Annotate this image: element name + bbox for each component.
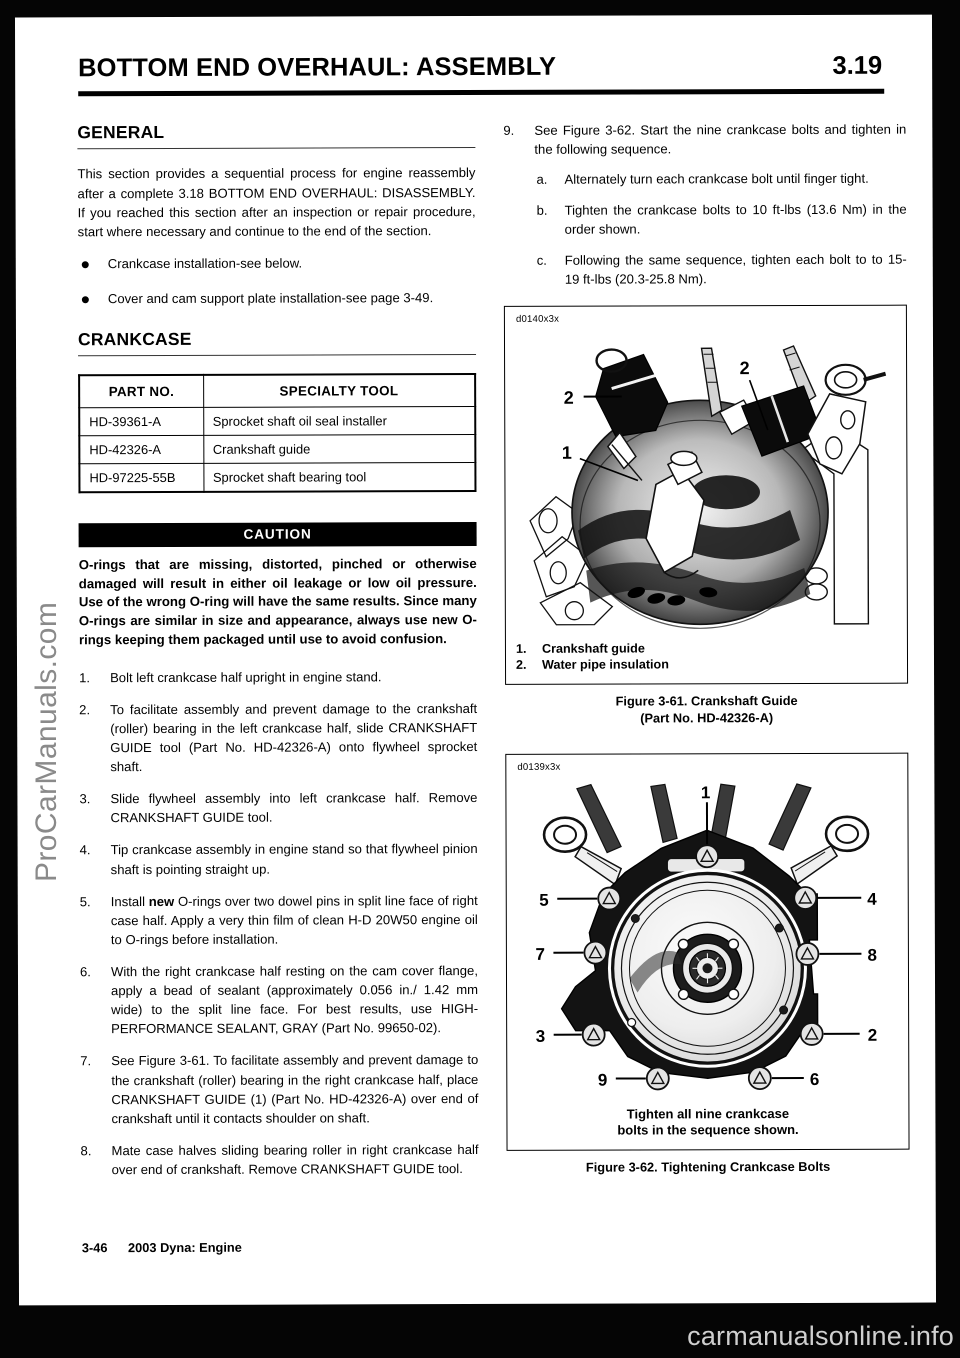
step-number: 6. bbox=[79, 964, 91, 980]
figure-3-62-code: d0139x3x bbox=[517, 761, 561, 773]
crankcase-heading: CRANKCASE bbox=[77, 328, 192, 349]
svg-text:2: 2 bbox=[563, 387, 574, 408]
crankcase-heading-rule bbox=[78, 354, 476, 357]
bolt-head-5 bbox=[598, 887, 620, 909]
substep-text: Tighten the crankcase bolts to 10 ft-lbs (13.6 Nm) in the order shown. bbox=[564, 201, 907, 237]
bolt-head-9 bbox=[647, 1067, 669, 1089]
svg-text:2: 2 bbox=[739, 357, 750, 378]
bolt-head-8 bbox=[796, 942, 818, 964]
figure-3-61-caption-line2: (Part No. HD-42326-A) bbox=[640, 709, 774, 726]
figure-3-61-box bbox=[504, 304, 908, 684]
svg-text:1: 1 bbox=[561, 442, 572, 463]
left-column bbox=[77, 121, 478, 1184]
step-text-emphasis: new bbox=[148, 893, 175, 909]
figure-3-61-code: d0140x3x bbox=[515, 313, 560, 325]
footer-page-number: 3-46 bbox=[81, 1240, 108, 1256]
figure-3-62-artwork bbox=[514, 771, 900, 1102]
figure-3-62-inner-caption bbox=[515, 1105, 900, 1140]
caution-text: O-rings that are missing, distorted, pinched or otherwise damaged will result in either oil leakage or low oil pressure. Use of the wrong O-ring will have the same results. Since many O-rings are similar in size and appearance, always use new O-rings keeping them packaged until use to avoid confusion. bbox=[78, 556, 477, 648]
bolt-head-3 bbox=[583, 1023, 605, 1045]
bullet-icon bbox=[82, 296, 89, 303]
list-item bbox=[78, 289, 476, 309]
general-heading: GENERAL bbox=[77, 121, 165, 143]
bolt-head-6 bbox=[749, 1067, 771, 1089]
watermark-carmanualsonline: carmanualsonline.info bbox=[687, 1321, 954, 1351]
list-item bbox=[80, 1050, 478, 1128]
cell-specialty-tool: Crankshaft guide bbox=[203, 435, 475, 464]
svg-text:2: 2 bbox=[867, 1025, 878, 1045]
figure-3-61-legend bbox=[516, 639, 899, 673]
caution-block bbox=[79, 522, 477, 650]
legend-number: 2. bbox=[515, 657, 527, 673]
svg-text:3: 3 bbox=[535, 1026, 546, 1046]
svg-text:7: 7 bbox=[535, 944, 545, 964]
list-item bbox=[80, 961, 478, 1039]
list-item bbox=[79, 667, 477, 687]
general-heading-rule bbox=[77, 147, 475, 150]
cell-part-no: HD-42326-A bbox=[79, 435, 203, 463]
column-header-part-no: PART NO. bbox=[79, 375, 203, 408]
two-column-body bbox=[77, 119, 907, 1183]
cell-part-no: HD-97225-55B bbox=[79, 463, 203, 492]
bullet-icon bbox=[82, 261, 89, 268]
figure-3-61-caption-line1: Figure 3-61. Crankshaft Guide bbox=[615, 692, 798, 709]
general-paragraph: This section provides a sequential process for engine reassembly after a complete 3.18 BOTTOM END OVERHAUL: DISASSEMBLY. If you reached this section after an inspection or repair procedure, start where necessary and continue to the end of the section. bbox=[77, 165, 476, 240]
specialty-tool-table bbox=[78, 373, 476, 493]
svg-text:9: 9 bbox=[597, 1070, 608, 1090]
crankcase-bolt-sequence-illustration bbox=[514, 771, 900, 1102]
figure-3-62-inner-caption-line1: Tighten all nine crankcase bbox=[626, 1105, 790, 1122]
step-text: Tip crankcase assembly in engine stand so that flywheel pinion shaft is pointing straight up. bbox=[110, 841, 478, 877]
general-bullet-list bbox=[78, 254, 476, 309]
figure-3-61-caption bbox=[505, 692, 908, 727]
figure-3-62-inner-caption-line2: bolts in the sequence shown. bbox=[617, 1122, 799, 1138]
table-row bbox=[79, 407, 475, 436]
crankcase-procedure-list bbox=[79, 667, 479, 1180]
legend-label: Crankshaft guide bbox=[541, 640, 645, 656]
step-text: O-rings over two dowel pins in split line face of right case half. Apply a very thin film of clean H-D 20W50 engine oil to O-rings before installation. bbox=[110, 892, 478, 948]
step-9-substeps bbox=[534, 169, 906, 290]
step-text: To facilitate assembly and prevent damage to the crankshaft (roller) bearing in the left crankcase half, slide CRANKSHAFT GUIDE tool (Part No. HD-42326-A) onto flywheel sprocket shaft. bbox=[110, 700, 478, 775]
step-text: Slide flywheel assembly into left crankcase half. Remove CRANKSHAFT GUIDE tool. bbox=[110, 790, 478, 826]
step-number: 4. bbox=[79, 842, 91, 858]
right-column bbox=[503, 119, 909, 1182]
step-text: See Figure 3-62. Start the nine crankcase bolts and tighten in the following sequence. bbox=[534, 121, 907, 157]
list-item bbox=[80, 839, 478, 878]
table-header-row bbox=[79, 374, 475, 408]
crankshaft-guide-illustration bbox=[513, 323, 899, 636]
legend-item bbox=[516, 656, 899, 674]
list-item bbox=[78, 254, 476, 274]
svg-text:6: 6 bbox=[809, 1069, 820, 1089]
list-item bbox=[503, 119, 907, 289]
bolt-head-7 bbox=[584, 941, 606, 963]
document-page bbox=[15, 15, 936, 1306]
footer-document-title: 2003 Dyna: Engine bbox=[128, 1239, 242, 1256]
step-number: 5. bbox=[79, 893, 91, 909]
column-header-specialty-tool: SPECIALTY TOOL bbox=[203, 374, 475, 407]
table-row bbox=[79, 435, 475, 464]
step-text: Bolt left crankcase half upright in engine stand. bbox=[110, 668, 382, 685]
watermark-procarmanuals: ProCarManuals.com bbox=[30, 601, 63, 882]
step-text-pre: Install bbox=[110, 893, 149, 909]
caution-banner: CAUTION bbox=[79, 522, 477, 547]
step-number: 1. bbox=[79, 669, 90, 685]
svg-text:8: 8 bbox=[867, 945, 877, 965]
page-header bbox=[77, 53, 886, 82]
substep-letter: c. bbox=[536, 253, 547, 269]
table-row bbox=[79, 463, 475, 493]
step-text: Mate case halves sliding bearing roller in right crankcase half over end of crankshaft. Remove CRANKSHAFT GUIDE tool. bbox=[111, 1141, 479, 1178]
list-item bbox=[535, 250, 907, 289]
header-divider bbox=[78, 88, 884, 96]
list-item bbox=[79, 699, 477, 777]
cell-specialty-tool: Sprocket shaft oil seal installer bbox=[203, 407, 475, 436]
bolt-head-4 bbox=[794, 886, 816, 908]
list-item bbox=[81, 1140, 479, 1179]
step-number: 7. bbox=[80, 1053, 92, 1069]
substep-text: Alternately turn each crankcase bolt until finger tight. bbox=[564, 170, 869, 187]
list-item bbox=[534, 169, 906, 189]
figure-3-62-caption: Figure 3-62. Tightening Crankcase Bolts bbox=[585, 1159, 831, 1175]
svg-text:4: 4 bbox=[867, 889, 877, 909]
svg-text:1: 1 bbox=[700, 782, 711, 802]
cell-part-no: HD-39361-A bbox=[79, 407, 203, 435]
bolt-head-1 bbox=[696, 845, 718, 867]
legend-number: 1. bbox=[515, 641, 527, 656]
list-item bbox=[80, 891, 478, 950]
step-text: With the right crankcase half resting on the cam cover flange, apply a bead of sealant (approximately 0.056 in./ 1.42 mm wide) to the split line face. For best results, use HIGH-PERFORMANCE SEALANT, GRAY (Part No. 99650-02). bbox=[110, 962, 479, 1037]
list-item bbox=[535, 200, 907, 239]
bolt-head-2 bbox=[801, 1022, 823, 1044]
step-number: 3. bbox=[79, 791, 91, 807]
bullet-label: Crankcase installation-see below. bbox=[107, 255, 303, 271]
step-number: 8. bbox=[80, 1143, 92, 1159]
svg-text:5: 5 bbox=[539, 890, 549, 910]
section-number: 3.19 bbox=[832, 51, 883, 80]
cell-specialty-tool: Sprocket shaft bearing tool bbox=[203, 463, 475, 492]
page-title: BOTTOM END OVERHAUL: ASSEMBLY bbox=[78, 52, 557, 83]
legend-label: Water pipe insulation bbox=[541, 657, 669, 672]
page-footer bbox=[82, 1240, 242, 1256]
figure-3-62-box bbox=[505, 752, 909, 1151]
step-number: 2. bbox=[79, 702, 91, 718]
list-item bbox=[79, 788, 477, 827]
substep-letter: a. bbox=[536, 171, 548, 187]
substep-letter: b. bbox=[536, 202, 548, 218]
legend-item bbox=[516, 639, 899, 657]
figure-3-61-artwork bbox=[513, 323, 899, 636]
step-text: See Figure 3-61. To facilitate assembly and prevent damage to the crankshaft (roller) bearing in the right crankcase half, place CRANKSHAFT GUIDE (1) (Part No. HD-42326-A) over end of crankshaft until it contacts shoulder on shaft. bbox=[111, 1052, 479, 1126]
step-number: 9. bbox=[503, 122, 515, 138]
bullet-label: Cover and cam support plate installation-see page 3-49. bbox=[107, 289, 434, 306]
substep-text: Following the same sequence, tighten each bolt to to 15-19 ft-lbs (20.3-25.8 Nm). bbox=[564, 251, 907, 288]
step-9-list bbox=[503, 119, 907, 289]
